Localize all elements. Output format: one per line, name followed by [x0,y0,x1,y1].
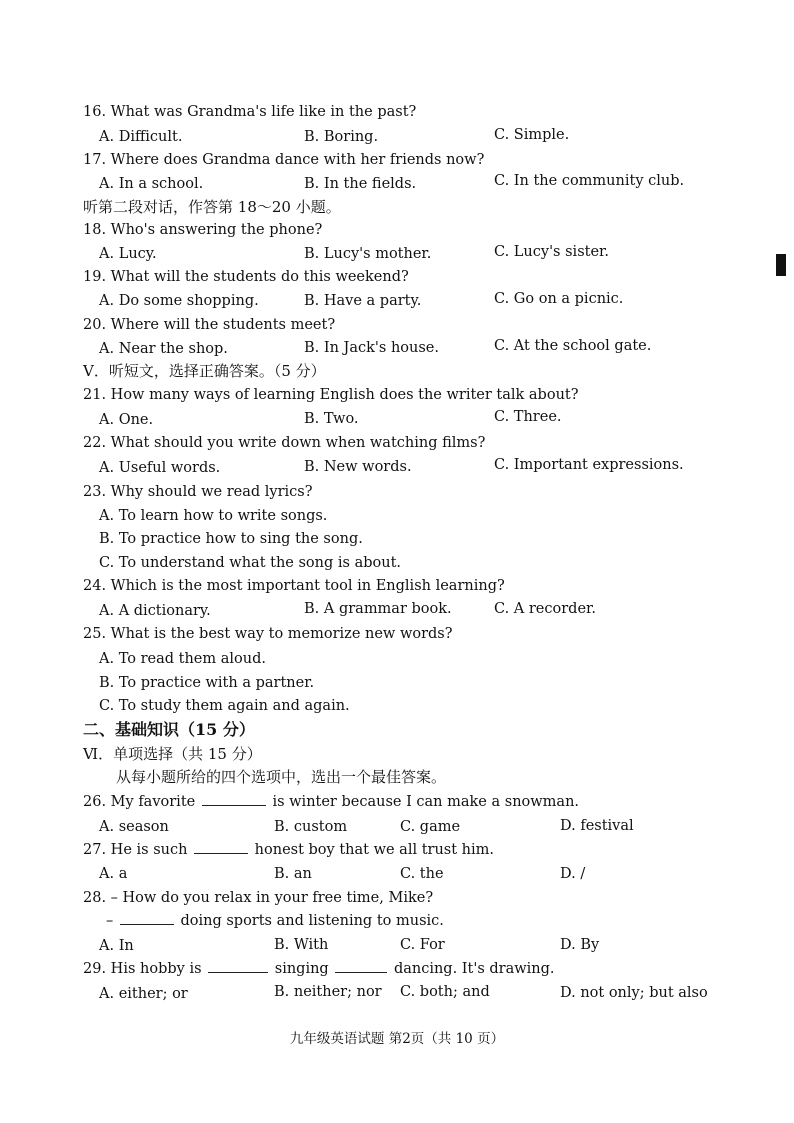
section-vi-instruction: 从每小题所给的四个选项中，选出一个最佳答案。 [116,768,447,786]
option-c: C. Three. [494,409,562,425]
option-c: C. Go on a picnic. [494,291,624,307]
option-c: C. To study them again and again. [99,698,350,714]
option-a: A. One. [99,412,154,428]
question-27 [83,841,494,859]
option-b: B. To practice how to sing the song. [99,531,363,547]
option-d: D. By [560,937,600,953]
question-number: 21. [83,387,107,403]
part2-title: 二、基础知识（15 分） [83,720,255,739]
option-c: C. A recorder. [494,601,596,617]
question-number: 25. [83,626,107,642]
question-text-after: is winter because I can make a snowman. [272,794,580,810]
registration-mark [776,254,786,276]
question-number: 17. [83,152,107,168]
question-number: 20. [83,317,107,333]
question-text: Which is the most important tool in English learning? [110,578,505,594]
question-17 [83,151,484,169]
option-a: A. To read them aloud. [99,651,266,667]
question-text: What was Grandma's life like in the past? [110,104,417,120]
option-a: A. Do some shopping. [99,293,259,309]
question-number: 22. [83,435,107,451]
option-b: B. Two. [304,411,359,427]
option-a: A. To learn how to write songs. [99,508,328,524]
option-c: C. Important expressions. [494,457,684,473]
answer-blank [194,852,248,854]
question-22 [83,434,485,452]
question-18 [83,221,322,239]
option-c: C. both; and [400,984,490,1000]
option-c: C. the [400,866,444,882]
dialog2-instruction: 听第二段对话，作答第 18～20 小题。 [83,198,341,216]
option-c: C. Simple. [494,127,570,143]
question-number: 19. [83,269,107,285]
option-c: C. At the school gate. [494,338,652,354]
page-footer: 九年级英语试题 第2页（共 10 页） [289,1031,505,1047]
answer-blank [120,923,174,925]
option-a: A. either; or [99,986,188,1002]
option-b: B. In Jack's house. [304,340,439,356]
question-text-before: My favorite [110,794,196,810]
question-28 [83,889,433,907]
question-number: 24. [83,578,107,594]
question-text: What should you write down when watching films? [110,435,486,451]
option-a: A. season [99,819,169,835]
option-a: A. Lucy. [99,246,157,262]
question-text: What is the best way to memorize new words? [110,626,453,642]
option-b: B. neither; nor [274,984,382,1000]
dash: – [106,913,114,929]
question-21 [83,386,579,404]
option-b: B. custom [274,819,348,835]
question-text: Who's answering the phone? [110,222,323,238]
question-29 [83,960,555,978]
dialog-line-2-text: doing sports and listening to music. [180,913,444,929]
question-number: 27. [83,842,107,858]
question-text: How many ways of learning English does the writer talk about? [110,387,579,403]
section-vi-heading: Ⅵ．单项选择（共 15 分） [83,745,262,763]
question-19 [83,268,409,286]
question-24 [83,577,505,595]
question-text-before: He is such [110,842,188,858]
option-d: D. not only; but also [560,985,708,1001]
dialog-line-2 [106,912,444,930]
question-text: Where will the students meet? [110,317,336,333]
question-number: 28. [83,890,107,906]
option-c: C. Lucy's sister. [494,244,609,260]
option-a: A. In [99,938,134,954]
question-number: 18. [83,222,107,238]
option-a: A. a [99,866,128,882]
option-c: C. In the community club. [494,173,685,189]
question-number: 23. [83,484,107,500]
answer-blank [202,804,266,806]
question-23 [83,483,312,501]
option-b: B. New words. [304,459,412,475]
section-v-heading: Ⅴ．听短文，选择正确答案。（5 分） [83,362,326,380]
question-text-after: honest boy that we all trust him. [254,842,495,858]
option-b: B. an [274,866,312,882]
option-c: C. To understand what the song is about. [99,555,402,571]
option-a: A. Useful words. [99,460,221,476]
question-text-middle: singing [274,961,329,977]
answer-blank [208,971,268,973]
question-20 [83,316,335,334]
option-a: A. Difficult. [99,129,183,145]
option-a: A. In a school. [99,176,204,192]
option-c: C. game [400,819,461,835]
question-text-after: dancing. It's drawing. [393,961,555,977]
option-b: B. Boring. [304,129,379,145]
question-26 [83,793,579,811]
question-number: 26. [83,794,107,810]
option-b: B. Lucy's mother. [304,246,432,262]
question-text: Where does Grandma dance with her friends now? [110,152,485,168]
option-b: B. In the fields. [304,176,417,192]
question-25 [83,625,453,643]
question-number: 16. [83,104,107,120]
option-b: B. A grammar book. [304,601,452,617]
option-d: D. / [560,866,586,882]
question-text: What will the students do this weekend? [110,269,409,285]
dialog-line-1: – How do you relax in your free time, Mike? [110,890,434,906]
question-number: 29. [83,961,107,977]
question-text: Why should we read lyrics? [110,484,313,500]
question-16 [83,103,416,121]
option-b: B. To practice with a partner. [99,675,315,691]
answer-blank [335,971,387,973]
option-d: D. festival [560,818,634,834]
option-a: A. A dictionary. [99,603,211,619]
question-text-before: His hobby is [110,961,202,977]
option-b: B. With [274,937,329,953]
option-c: C. For [400,937,445,953]
option-b: B. Have a party. [304,293,422,309]
option-a: A. Near the shop. [99,341,228,357]
